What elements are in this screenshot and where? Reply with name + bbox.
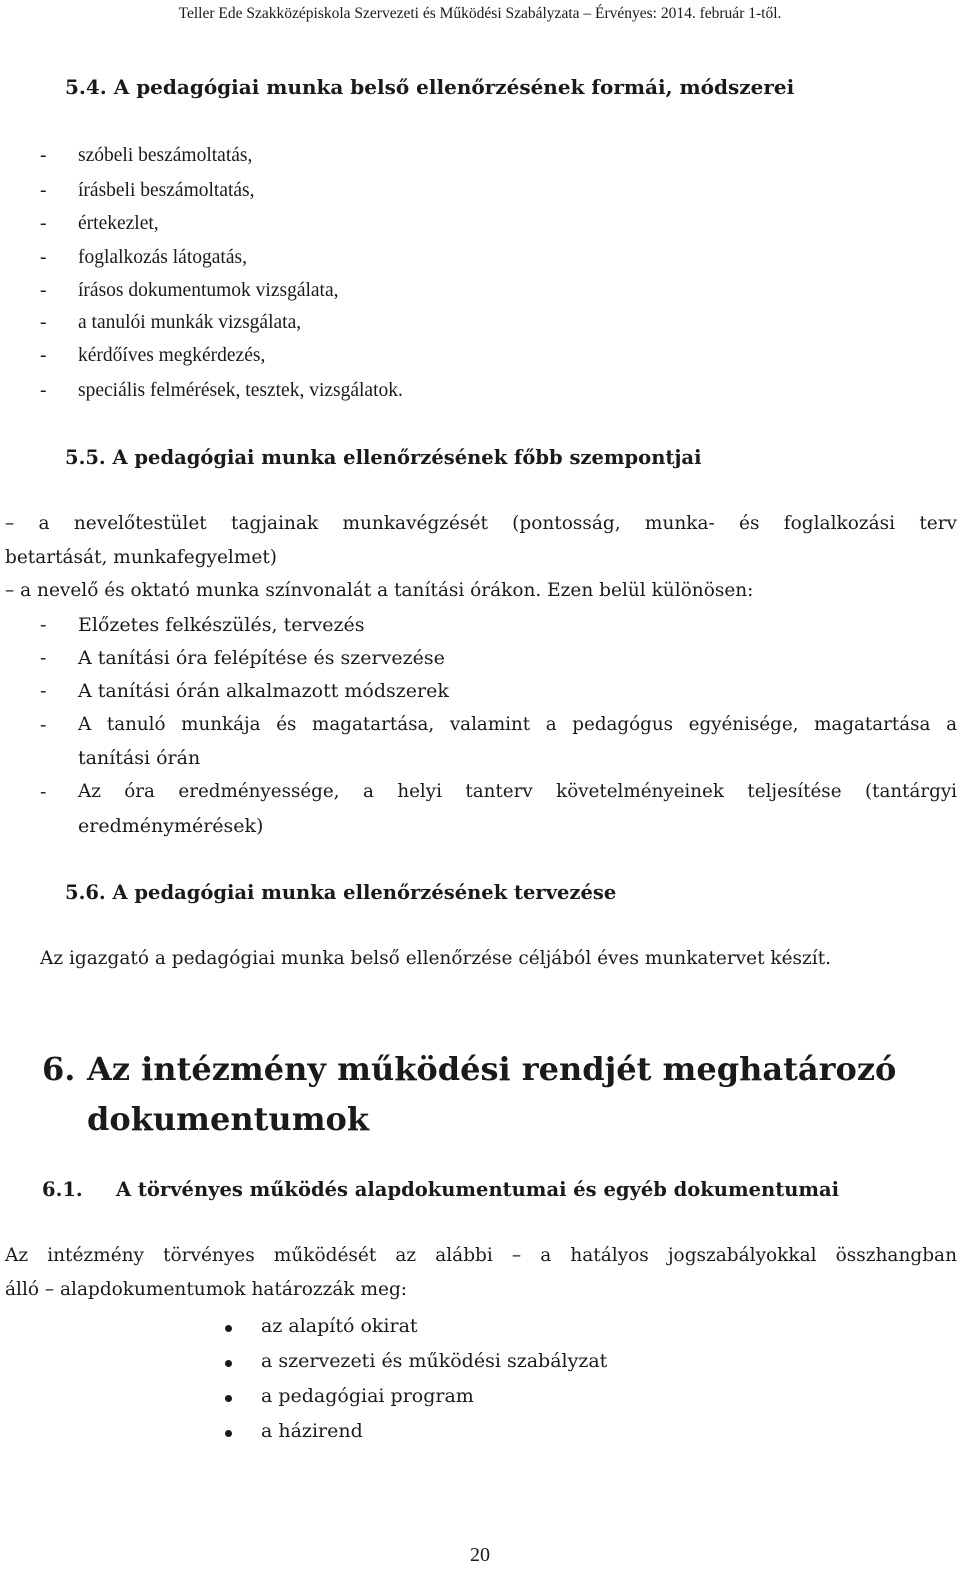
page-header: Teller Ede Szakközépiskola Szervezeti és Működési Szabályzata – Érvényes: 2014. február 1-től. xyxy=(178,5,782,22)
list-item: Az óra eredményessége, a helyi tanterv követelményeinek teljesítése (tantárgyi xyxy=(78,781,957,802)
list-dash: - xyxy=(40,145,47,166)
list-item-continuation: eredménymérések) xyxy=(78,815,264,837)
bullet-icon xyxy=(225,1325,232,1332)
bullet-item: a pedagógiai program xyxy=(261,1385,474,1407)
list-item: speciális felmérések, tesztek, vizsgálatok. xyxy=(78,380,403,401)
bullet-icon xyxy=(225,1360,232,1367)
list-dash: - xyxy=(40,380,47,401)
list-item: értekezlet, xyxy=(78,213,159,234)
section-6-1-para-line1: Az intézmény törvényes működését az alábbi – a hatályos jogszabályokkal összhangban xyxy=(5,1245,957,1266)
list-dash: - xyxy=(40,680,47,702)
page-number: 20 xyxy=(470,1544,490,1566)
list-item: szóbeli beszámoltatás, xyxy=(78,145,253,166)
bullet-item: a szervezeti és működési szabályzat xyxy=(261,1350,608,1372)
chapter-6-number: 6. xyxy=(42,1050,76,1088)
section-5-5-para1-line1: – a nevelőtestület tagjainak munkavégzését (pontosság, munka- és foglalkozási terv xyxy=(5,513,957,534)
bullet-item: az alapító okirat xyxy=(261,1315,418,1337)
list-item: A tanítási órán alkalmazott módszerek xyxy=(78,680,449,702)
list-dash: - xyxy=(40,247,47,268)
section-6-1-heading: A törvényes működés alapdokumentumai és egyéb dokumentumai xyxy=(116,1178,840,1201)
list-item: a tanulói munkák vizsgálata, xyxy=(78,312,302,333)
list-item-continuation: tanítási órán xyxy=(78,747,201,769)
section-6-1-para-line2: álló – alapdokumentumok határozzák meg: xyxy=(5,1279,408,1300)
list-dash: - xyxy=(40,280,47,301)
bullet-icon xyxy=(225,1395,232,1402)
list-dash: - xyxy=(40,781,47,803)
list-item: írásbeli beszámoltatás, xyxy=(78,180,255,201)
section-5-6-heading: 5.6. A pedagógiai munka ellenőrzésének tervezése xyxy=(65,881,617,904)
list-dash: - xyxy=(40,345,47,366)
list-dash: - xyxy=(40,312,47,333)
list-item: Előzetes felkészülés, tervezés xyxy=(78,614,365,636)
section-5-5-heading: 5.5. A pedagógiai munka ellenőrzésének főbb szempontjai xyxy=(65,446,702,469)
list-item: kérdőíves megkérdezés, xyxy=(78,345,266,366)
section-5-5-para1-line2: betartását, munkafegyelmet) xyxy=(5,547,277,568)
section-6-1-number: 6.1. xyxy=(42,1178,83,1201)
list-item: A tanítási óra felépítése és szervezése xyxy=(78,647,445,669)
bullet-icon xyxy=(225,1430,232,1437)
section-5-4-heading: 5.4. A pedagógiai munka belső ellenőrzésének formái, módszerei xyxy=(65,75,795,99)
list-dash: - xyxy=(40,180,47,201)
list-dash: - xyxy=(40,213,47,234)
bullet-item: a házirend xyxy=(261,1420,363,1442)
list-dash: - xyxy=(40,647,47,669)
list-item: foglalkozás látogatás, xyxy=(78,247,247,268)
list-item: írásos dokumentumok vizsgálata, xyxy=(78,280,339,301)
section-5-5-para2: – a nevelő és oktató munka színvonalát a tanítási órákon. Ezen belül különösen: xyxy=(5,580,754,601)
list-dash: - xyxy=(40,714,47,736)
list-dash: - xyxy=(40,614,47,636)
chapter-6-title-line1: Az intézmény működési rendjét meghatározó xyxy=(87,1050,897,1088)
section-5-6-text: Az igazgató a pedagógiai munka belső ellenőrzése céljából éves munkatervet készít. xyxy=(40,948,832,969)
list-item: A tanuló munkája és magatartása, valamint a pedagógus egyénisége, magatartása a xyxy=(78,714,957,735)
chapter-6-title-line2: dokumentumok xyxy=(87,1100,370,1138)
